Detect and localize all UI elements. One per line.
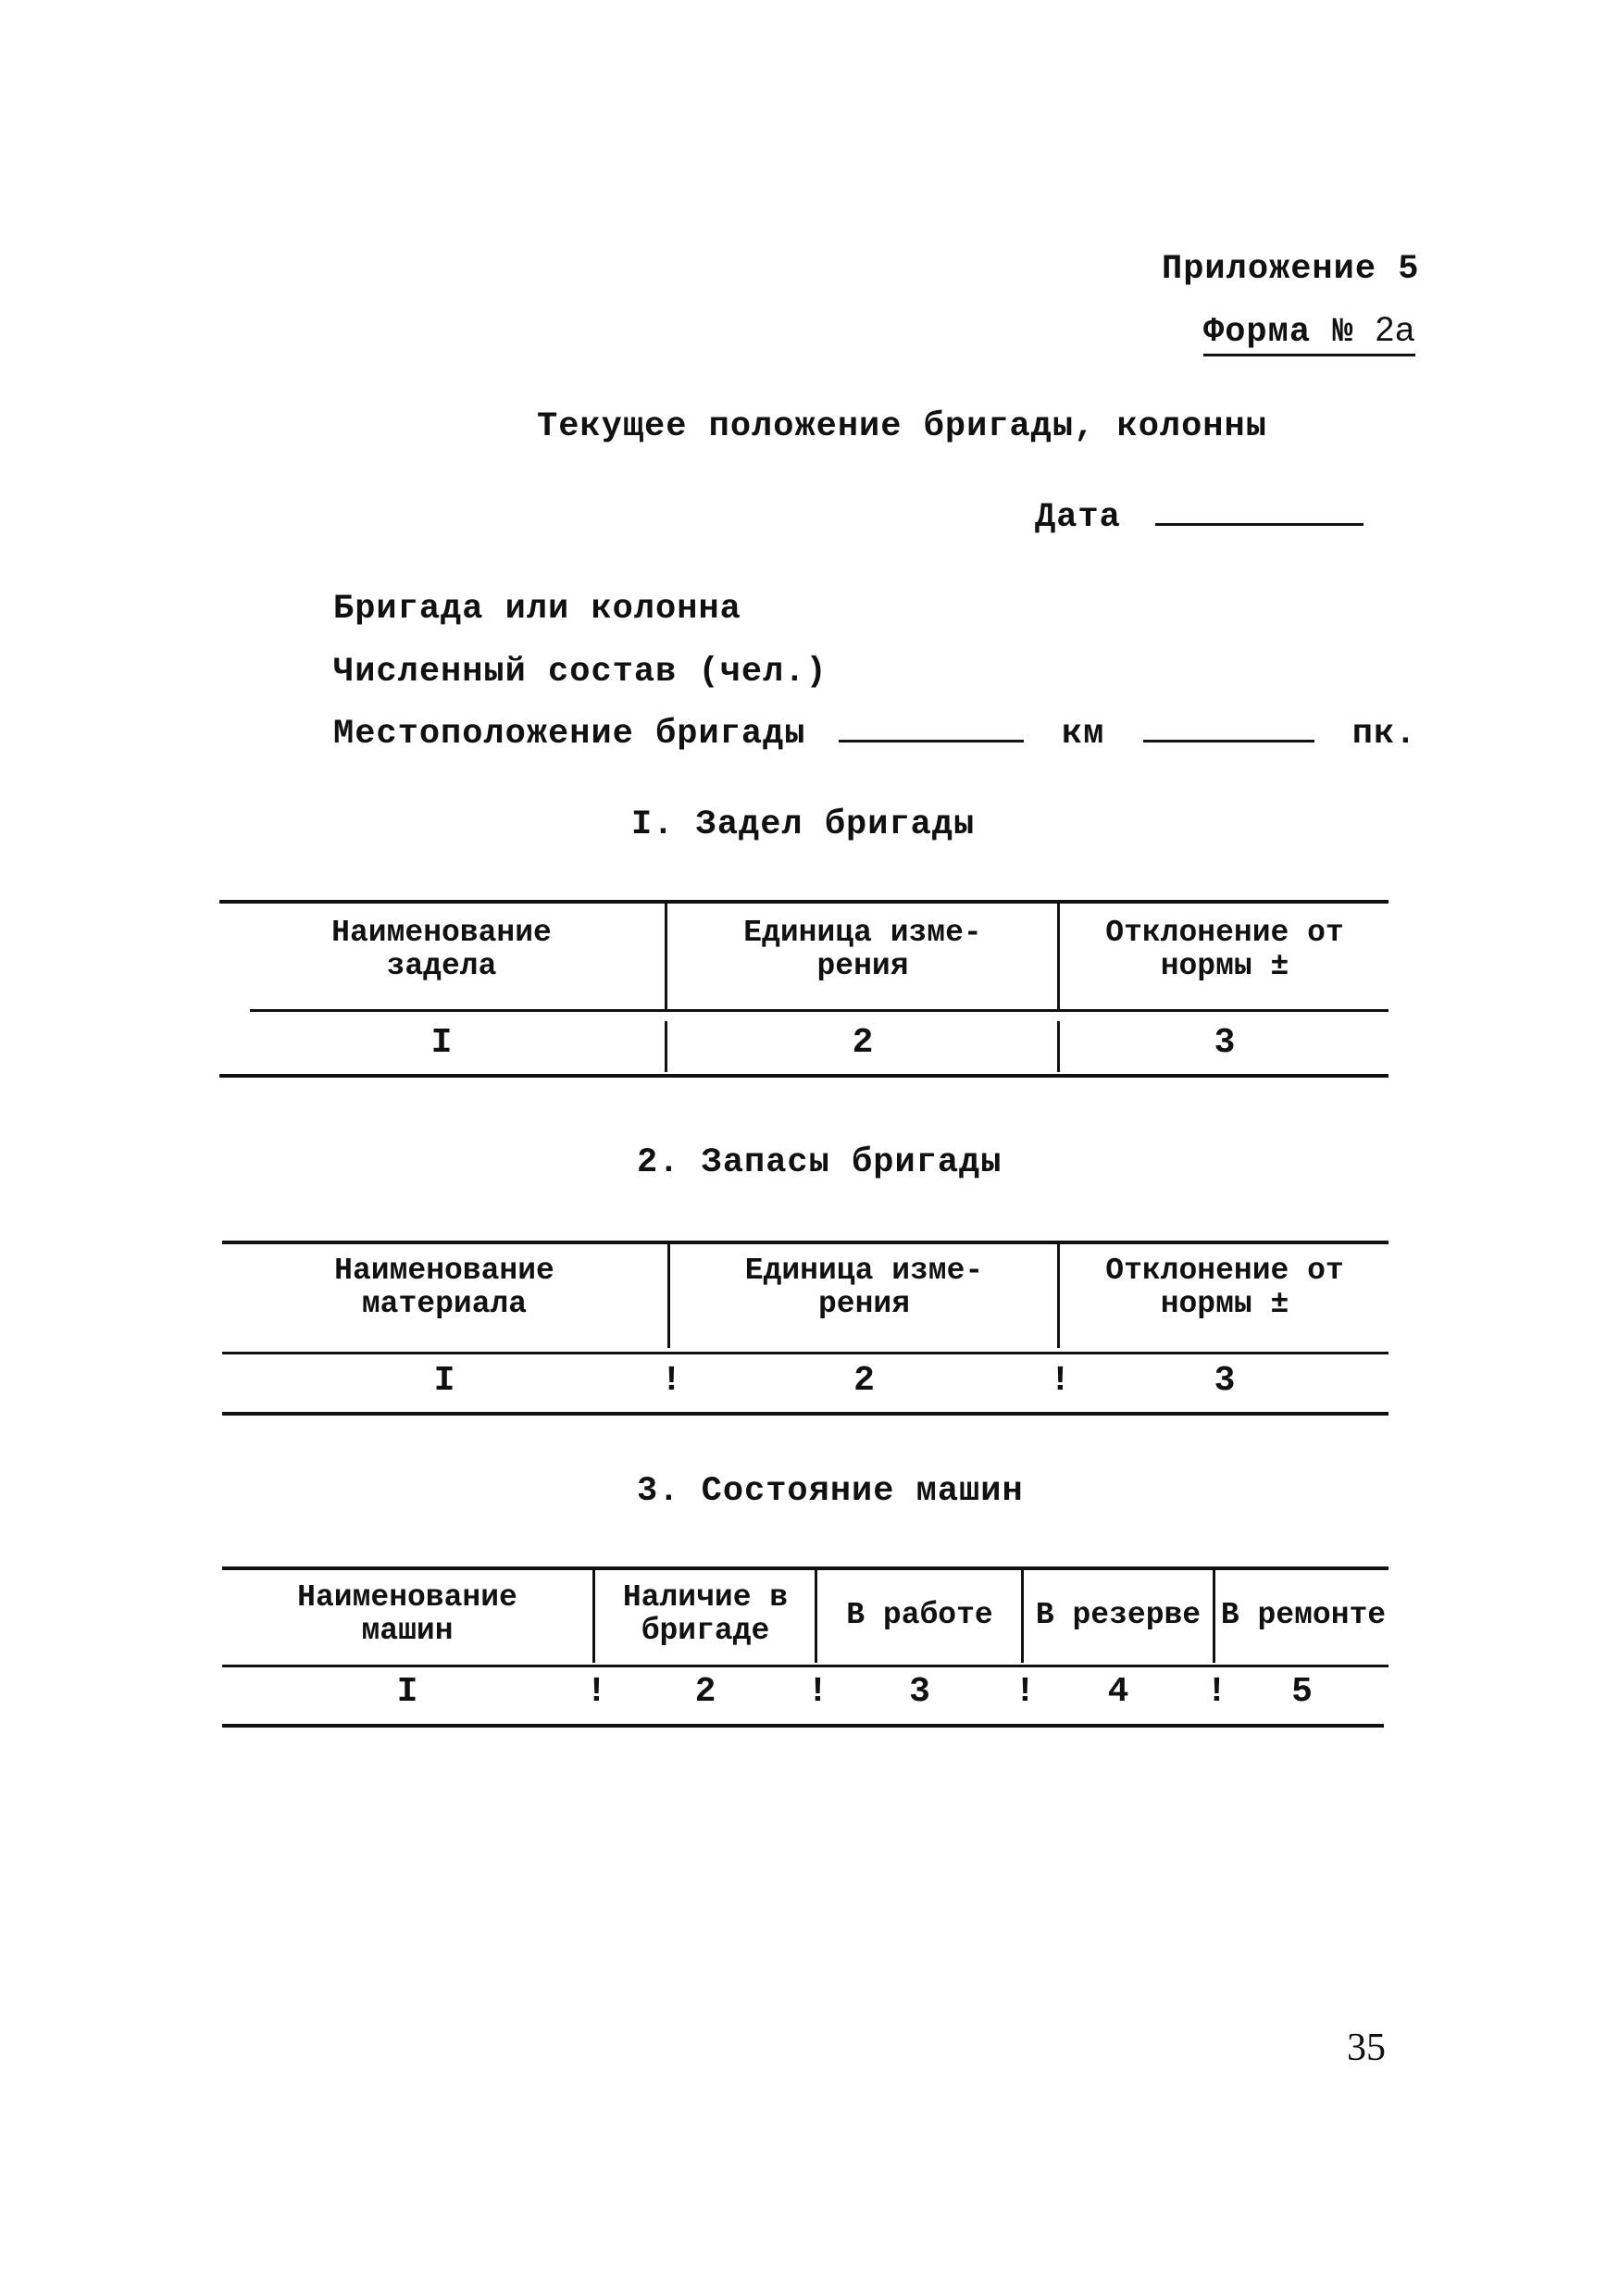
section3-header-name: Наименование машин: [297, 1580, 517, 1648]
section3-col-number: 2: [694, 1672, 716, 1712]
section3-col-number: I: [396, 1672, 418, 1712]
date-blank: [1155, 523, 1364, 526]
section2-header-unit: Единица изме- рения: [744, 1254, 984, 1321]
section2-col-number: 3: [1214, 1361, 1236, 1401]
form-number-label: [1203, 310, 1415, 356]
section2-col-sep: [667, 1244, 670, 1348]
date-label: Дата: [1035, 498, 1121, 537]
section2-header-deviation: Отклонение от нормы ±: [1105, 1254, 1344, 1321]
section2-col-sep-mark: !: [1050, 1361, 1071, 1401]
section3-mid-rule: [222, 1665, 1389, 1667]
brigade-label: Бригада или колонна: [333, 590, 741, 629]
section3-col-sep-mark: !: [586, 1672, 607, 1712]
appendix-label: Приложение 5: [1162, 250, 1420, 289]
section3-col-sep: [592, 1570, 595, 1663]
section1-mid-rule: [250, 1009, 1389, 1012]
section2-col-number: 2: [853, 1361, 875, 1401]
section2-bottom-rule: [222, 1412, 1389, 1416]
section3-col-number: 4: [1107, 1672, 1129, 1712]
section1-header-deviation: Отклонение от нормы ±: [1105, 916, 1344, 983]
section3-header-in-repair: В ремонте: [1220, 1598, 1387, 1632]
km-blank: [839, 740, 1024, 742]
section1-col-number: 3: [1214, 1023, 1236, 1063]
location-line: [333, 715, 1416, 754]
section1-col-number: 2: [852, 1023, 874, 1063]
section3-bottom-rule: [222, 1724, 1384, 1728]
section3-col-sep-mark: !: [1206, 1672, 1227, 1712]
section3-col-number: 5: [1291, 1672, 1313, 1712]
section3-title: 3. Состояние машин: [637, 1472, 1024, 1511]
pk-blank: [1143, 740, 1314, 742]
section1-header-unit: Единица изме- рения: [743, 916, 982, 983]
section1-top-rule: [219, 900, 1389, 904]
pk-label: пк.: [1351, 715, 1417, 754]
section1-col-sep: [665, 1021, 667, 1072]
section2-col-sep-mark: !: [661, 1361, 682, 1401]
section3-col-number: 3: [909, 1672, 930, 1712]
section3-col-sep-mark: !: [1015, 1672, 1036, 1712]
location-label: Местоположение бригады: [333, 715, 806, 754]
section2-header-name: Наименование материала: [334, 1254, 554, 1321]
section3-col-sep: [815, 1570, 817, 1663]
date-field: [1035, 498, 1364, 537]
section3-header-in-reserve: В резерве: [1035, 1598, 1202, 1632]
section1-bottom-rule: [219, 1074, 1389, 1078]
section2-col-sep: [1057, 1244, 1060, 1348]
page-number: 35: [1347, 2027, 1386, 2069]
section1-col-sep: [665, 904, 667, 1009]
form-label: Форма №: [1203, 313, 1354, 352]
section3-header-availability: Наличие в бригаде: [622, 1580, 789, 1648]
section3-header-in-work: В работе: [846, 1598, 993, 1632]
form-number: 2а: [1375, 310, 1415, 348]
section2-col-number: I: [433, 1361, 455, 1401]
section2-mid-rule: [222, 1352, 1389, 1354]
section1-header-name: Наименование задела: [331, 916, 552, 983]
section3-col-sep-mark: !: [807, 1672, 828, 1712]
section2-top-rule: [222, 1241, 1389, 1244]
section1-col-number: I: [430, 1023, 453, 1063]
section1-col-sep: [1057, 904, 1060, 1009]
section2-title: 2. Запасы бригады: [637, 1143, 1003, 1182]
section1-title: I. Задел бригады: [631, 805, 976, 844]
headcount-label: Численный состав (чел.): [333, 653, 828, 692]
page-title: Текущее положение бригады, колонны: [537, 407, 1267, 446]
section1-col-sep: [1057, 1021, 1060, 1072]
km-label: км: [1061, 715, 1105, 754]
